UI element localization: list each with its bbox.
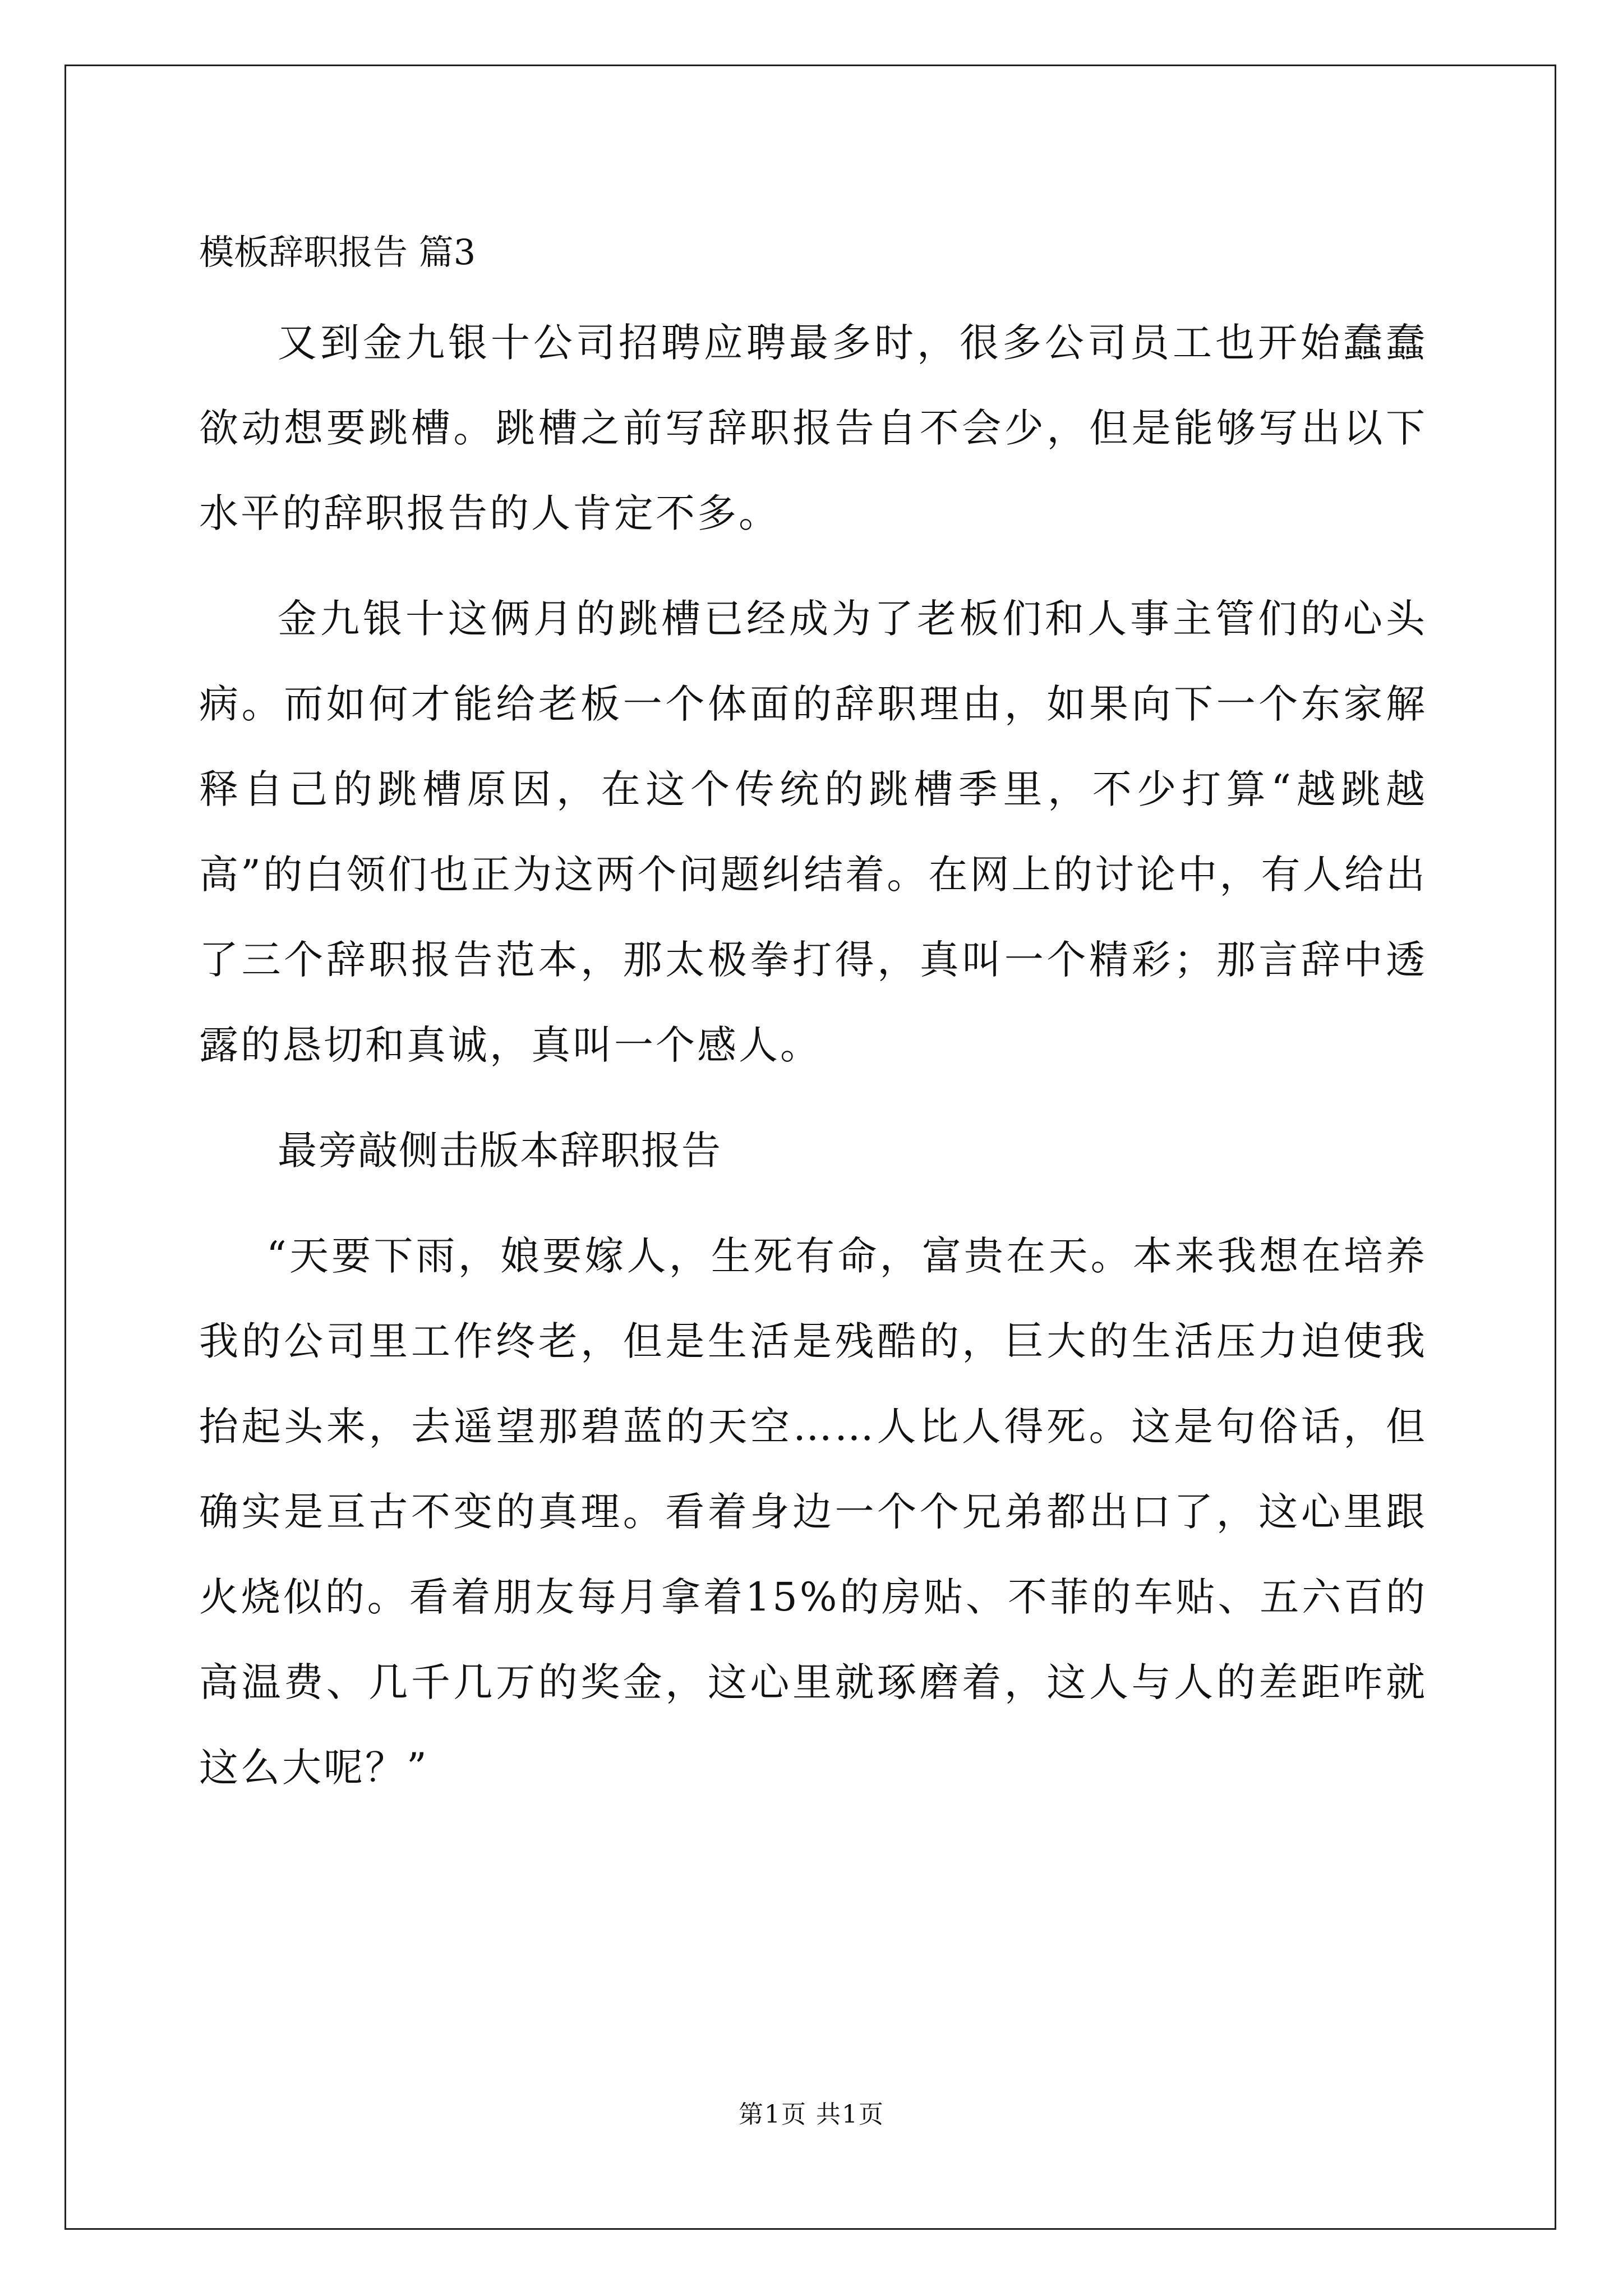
paragraph-background: 金九银十这俩月的跳槽已经成为了老板们和人事主管们的心头病。而如何才能给老板一个体面的辞职理由，如果向下一个东家解释自己的跳槽原因，在这个传统的跳槽季里，不少打算“越跳越高”的白领们也正为这两个问题纠结着。在网上的讨论中，有人给出了三个辞职报告范本，那太极拳打得，真叫一个精彩；那言辞中透露的恳切和真诚，真叫一个感人。 [199,596,1427,1068]
paragraph-intro: 又到金九银十公司招聘应聘最多时，很多公司员工也开始蠢蠢欲动想要跳槽。跳槽之前写辞职报告自不会少，但是能够写出以下水平的辞职报告的人肯定不多。 [199,320,1427,536]
page-footer: 第1页 共1页 [739,2100,884,2129]
document-title: 模板辞职报告 篇3 [199,232,476,273]
document-body [199,222,1427,1810]
paragraph-quote: “天要下雨，娘要嫁人，生死有命，富贵在天。本来我想在培养我的公司里工作终老，但是生活是残酷的，巨大的生活压力迫使我抬起头来，去遥望那碧蓝的天空……人比人得死。这是句俗话，但确实是亘古不变的真理。看着身边一个个兄弟都出口了，这心里跟火烧似的。看着朋友每月拿着15%的房贴、不菲的车贴、五六百的高温费、几千几万的奖金，这心里就琢磨着，这人与人的差距咋就这么大呢？” [199,1233,1427,1791]
section-heading: 最旁敲侧击版本辞职报告 [278,1128,722,1174]
